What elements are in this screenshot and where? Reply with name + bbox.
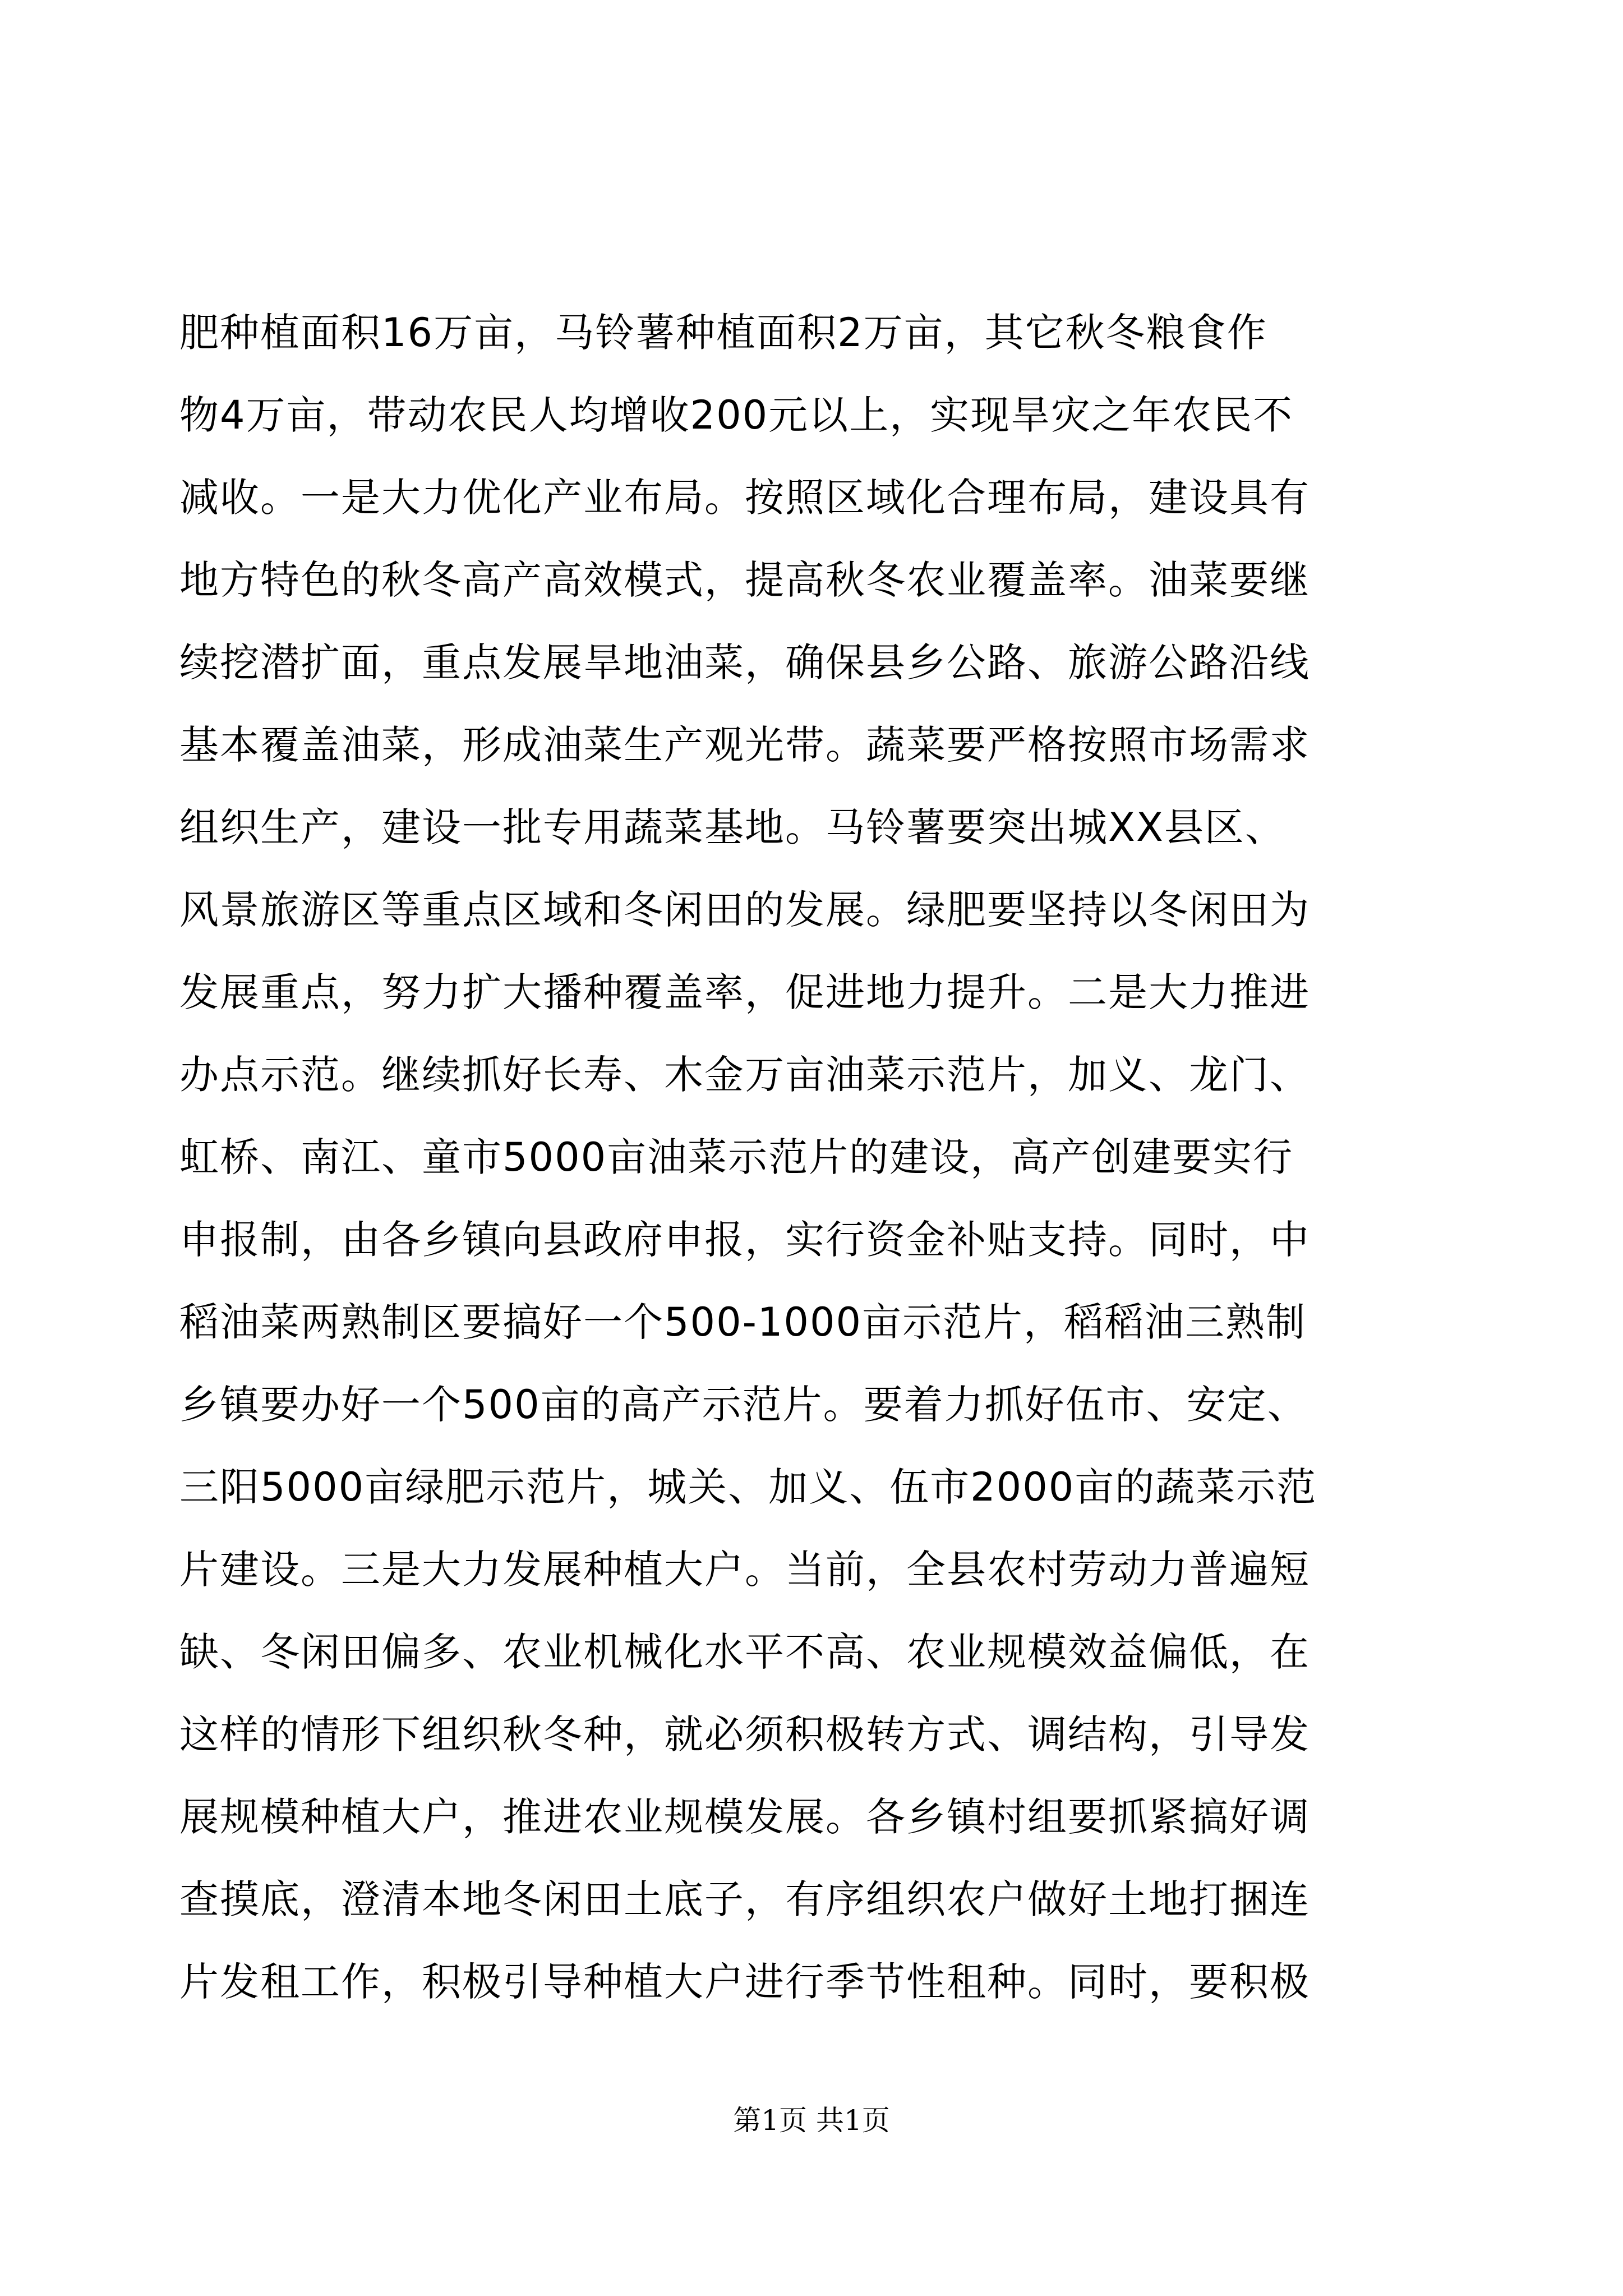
text-line: 展规模种植大户，推进农业规模发展。各乡镇村组要抓紧搞好调 — [179, 1794, 1310, 1840]
text-line: 稻油菜两熟制区要搞好一个500-1000亩示范片，稻稻油三熟制 — [179, 1299, 1307, 1345]
text-line: 三阳5000亩绿肥示范片，城关、加义、伍市2000亩的蔬菜示范 — [179, 1464, 1317, 1510]
text-line: 发展重点，努力扩大播种覆盖率，促进地力提升。二是大力推进 — [179, 969, 1310, 1015]
text-line: 缺、冬闲田偏多、农业机械化水平不高、农业规模效益偏低，在 — [179, 1629, 1310, 1675]
text-line: 片建设。三是大力发展种植大户。当前，全县农村劳动力普遍短 — [179, 1547, 1310, 1593]
text-line: 续挖潜扩面，重点发展旱地油菜，确保县乡公路、旅游公路沿线 — [179, 639, 1310, 685]
text-line: 片发租工作，积极引导种植大户进行季节性租种。同时，要积极 — [179, 1959, 1310, 2005]
text-line: 申报制，由各乡镇向县政府申报，实行资金补贴支持。同时，中 — [179, 1217, 1310, 1263]
text-line: 风景旅游区等重点区域和冬闲田的发展。绿肥要坚持以冬闲田为 — [179, 887, 1310, 933]
text-line: 基本覆盖油菜，形成油菜生产观光带。蔬菜要严格按照市场需求 — [179, 722, 1310, 768]
text-line: 查摸底，澄清本地冬闲田土底子，有序组织农户做好土地打捆连 — [179, 1876, 1310, 1922]
text-line: 办点示范。继续抓好长寿、木金万亩油菜示范片，加义、龙门、 — [179, 1052, 1310, 1098]
text-line: 乡镇要办好一个500亩的高产示范片。要着力抓好伍市、安定、 — [179, 1382, 1308, 1428]
text-line: 减收。一是大力优化产业布局。按照区域化合理布局，建设具有 — [179, 475, 1310, 521]
text-line: 肥种植面积16万亩，马铃薯种植面积2万亩，其它秋冬粮食作 — [179, 310, 1267, 356]
text-line: 地方特色的秋冬高产高效模式，提高秋冬农业覆盖率。油菜要继 — [179, 557, 1310, 603]
text-line: 这样的情形下组织秋冬种，就必须积极转方式、调结构，引导发 — [179, 1711, 1310, 1757]
text-line: 物4万亩，带动农民人均增收200元以上，实现旱灾之年农民不 — [179, 392, 1294, 438]
page-footer: 第1页 共1页 — [733, 2104, 890, 2137]
text-line: 组织生产，建设一批专用蔬菜基地。马铃薯要突出城XX县区、 — [179, 804, 1285, 850]
document-body — [179, 292, 1447, 2023]
text-line: 虹桥、南江、童市5000亩油菜示范片的建设，高产创建要实行 — [179, 1134, 1294, 1180]
